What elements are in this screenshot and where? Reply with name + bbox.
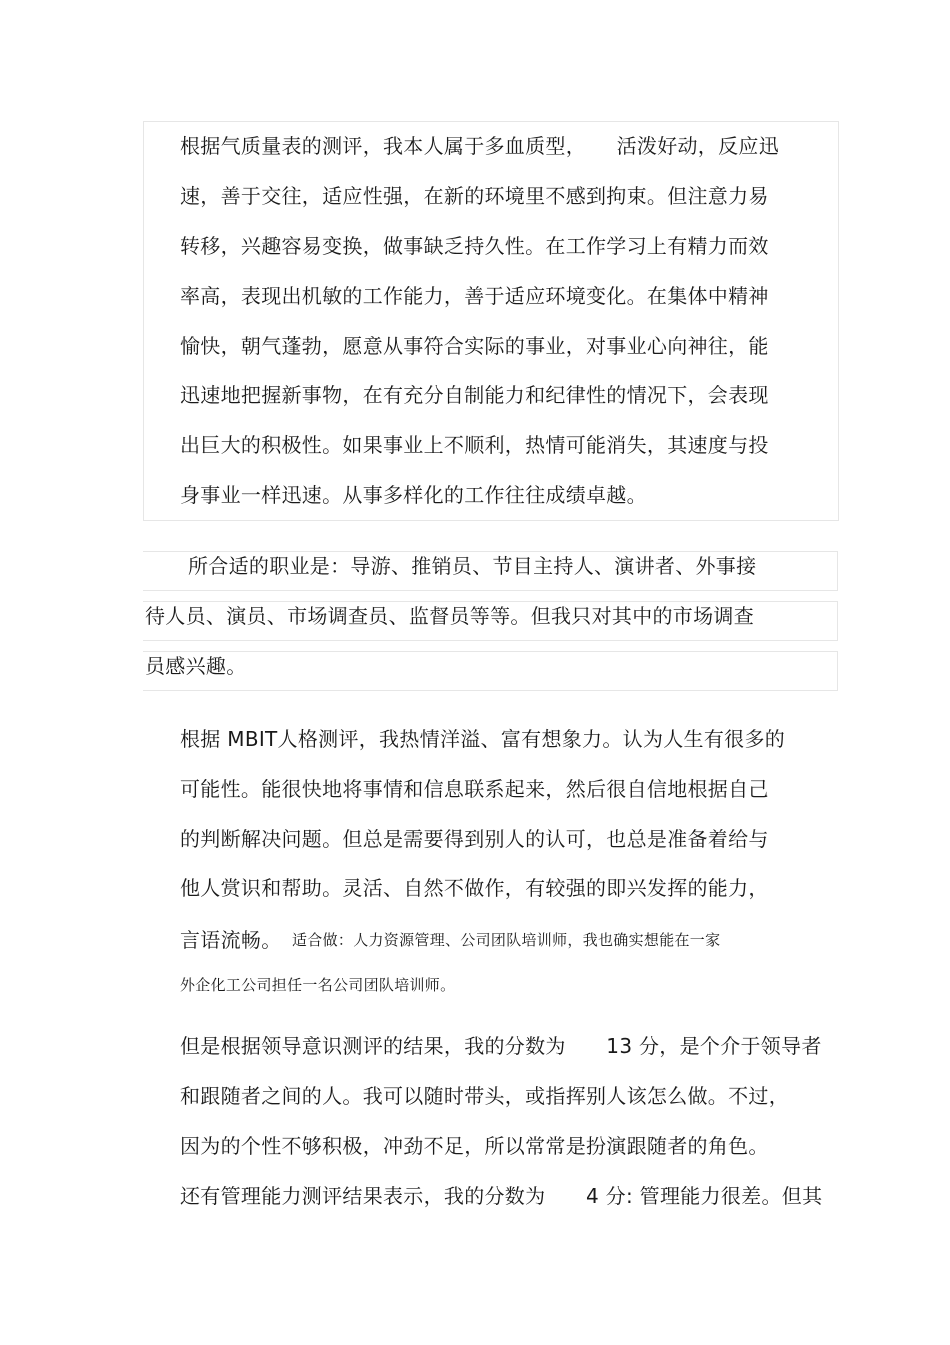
text-line: 还有管理能力测评结果表示，我的分数为 4 分: 管理能力很差。但其 — [180, 1184, 823, 1208]
text-line: 所合适的职业是：导游、推销员、节目主持人、演讲者、外事接 — [188, 554, 757, 578]
text-line: 迅速地把握新事物，在有充分自制能力和纪律性的情况下，会表现 — [180, 383, 769, 407]
text-line: 速，善于交往，适应性强，在新的环境里不感到拘束。但注意力易 — [180, 184, 769, 208]
text-line: 他人赏识和帮助。灵活、自然不做作，有较强的即兴发挥的能力， — [180, 876, 769, 900]
text-line: 身事业一样迅速。从事多样化的工作往往成绩卓越。 — [180, 483, 647, 507]
text-line: 可能性。能很快地将事情和信息联系起来，然后很自信地根据自己 — [180, 777, 769, 801]
text-line: 根据 MBIT人格测评，我热情洋溢、富有想象力。认为人生有很多的 — [180, 727, 786, 751]
text-line: 愉快，朝气蓬勃，愿意从事符合实际的事业，对事业心向神往，能 — [180, 334, 769, 358]
text-line-small: 外企化工公司担任一名公司团队培训师。 — [180, 976, 456, 994]
text-line: 因为的个性不够积极，冲劲不足，所以常常是扮演跟随者的角色。 — [180, 1134, 769, 1158]
text-line: 的判断解决问题。但总是需要得到别人的认可，也总是准备着给与 — [180, 827, 769, 851]
text-line: 率高，表现出机敏的工作能力，善于适应环境变化。在集体中精神 — [180, 284, 769, 308]
text-line: 出巨大的积极性。如果事业上不顺利，热情可能消失，其速度与投 — [180, 433, 769, 457]
text-line-large: 言语流畅。 — [180, 928, 282, 952]
text-line: 转移，兴趣容易变换，做事缺乏持久性。在工作学习上有精力而效 — [180, 234, 769, 258]
text-line: 根据气质量表的测评，我本人属于多血质型， 活泼好动，反应迅 — [180, 134, 779, 158]
text-line: 但是根据领导意识测评的结果，我的分数为 13 分，是个介于领导者 — [180, 1034, 822, 1058]
text-line: 和跟随者之间的人。我可以随时带头，或指挥别人该怎么做。不过， — [180, 1084, 789, 1108]
text-line-small: 适合做：人力资源管理、公司团队培训师，我也确实想能在一家 — [292, 931, 721, 949]
text-line: 员感兴趣。 — [145, 654, 247, 678]
text-line: 待人员、演员、市场调查员、监督员等等。但我只对其中的市场调查 — [145, 604, 754, 628]
frame-section-1 — [143, 121, 839, 521]
frame-careers-line-3 — [143, 651, 838, 691]
